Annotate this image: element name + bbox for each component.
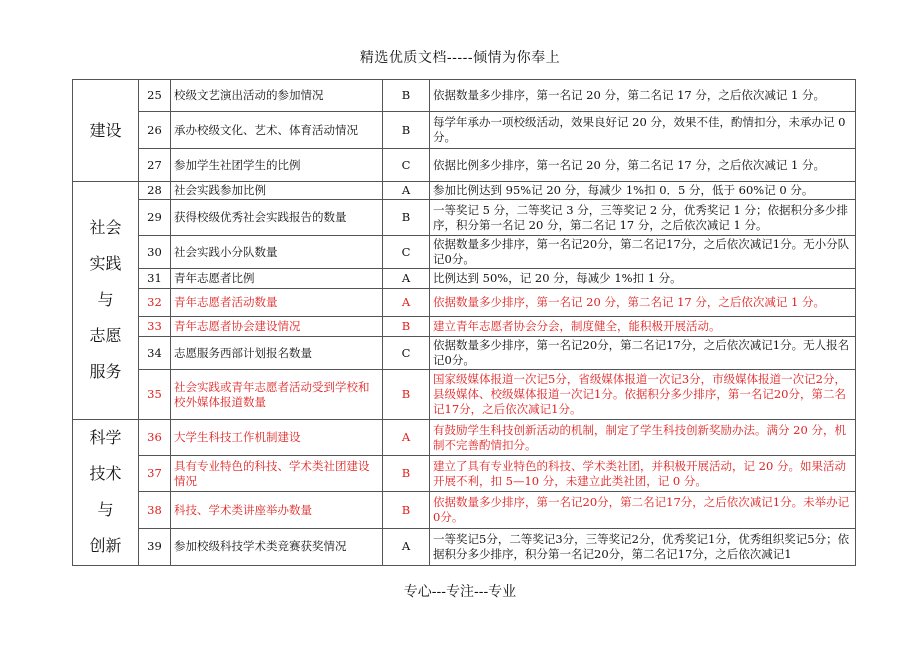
- item-weight: A: [383, 420, 430, 456]
- item-number: 36: [139, 420, 171, 456]
- item-weight: A: [383, 528, 430, 565]
- item-description: 每学年承办一项校级活动，效果良好记 20 分，效果不佳，酌情扣分，未承办记 0 分。: [430, 112, 856, 149]
- table-row: [73, 112, 856, 149]
- item-description: 比例达到 50%，记 20 分，每减少 1%扣 1 分。: [430, 269, 856, 289]
- item-weight: B: [383, 200, 430, 236]
- item-description: 依据数量多少排序，第一名记20分，第二名记17分，之后依次减记1分。无人报名记0分。: [430, 337, 856, 370]
- item-description: 依据比例多少排序，第一名记 20 分，第二名记 17 分，之后依次减记 1 分。: [430, 149, 856, 182]
- table-row: [73, 80, 856, 112]
- item-description: 一等奖记5分，二等奖记3分，三等奖记2分，优秀奖记1分，优秀组织奖记5分；依据积分多少排序，积分第一名记20分，第二名记17分，之后依次减记1: [430, 528, 856, 565]
- page-header: 精选优质文档-----倾情为你奉上: [359, 50, 561, 66]
- table-row: [73, 182, 856, 200]
- item-name: 志愿服务西部计划报名数量: [171, 337, 383, 370]
- category-cell: 社会 实践 与 志愿 服务: [73, 182, 139, 420]
- evaluation-table: [72, 79, 856, 566]
- item-weight: C: [383, 236, 430, 269]
- item-number: 31: [139, 269, 171, 289]
- item-name: 社会实践小分队数量: [171, 236, 383, 269]
- item-name: 承办校级文化、艺术、体育活动情况: [171, 112, 383, 149]
- item-name: 具有专业特色的科技、学术类社团建设情况: [171, 456, 383, 492]
- item-number: 37: [139, 456, 171, 492]
- item-weight: A: [383, 182, 430, 200]
- item-description: 有鼓励学生科技创新活动的机制，制定了学生科技创新奖励办法。满分 20 分，机制不完善酌情扣分。: [430, 420, 856, 456]
- table-row: [73, 200, 856, 236]
- item-weight: C: [383, 149, 430, 182]
- item-weight: A: [383, 269, 430, 289]
- item-name: 社会实践或青年志愿者活动受到学校和校外媒体报道数量: [171, 370, 383, 420]
- item-number: 34: [139, 337, 171, 370]
- item-weight: B: [383, 456, 430, 492]
- item-number: 33: [139, 317, 171, 337]
- item-description: 依据数量多少排序，第一名记 20 分，第二名记 17 分，之后依次减记 1 分。: [430, 80, 856, 112]
- item-number: 30: [139, 236, 171, 269]
- table-row: [73, 269, 856, 289]
- item-name: 参加校级科技学术类竞赛获奖情况: [171, 528, 383, 565]
- item-description: 依据数量多少排序，第一名记20分，第二名记17分，之后依次减记1分。无小分队记0分。: [430, 236, 856, 269]
- table-row: [73, 370, 856, 420]
- table-row: [73, 420, 856, 456]
- item-weight: B: [383, 370, 430, 420]
- item-number: 35: [139, 370, 171, 420]
- item-name: 青年志愿者活动数量: [171, 289, 383, 317]
- item-name: 社会实践参加比例: [171, 182, 383, 200]
- table-row: [73, 492, 856, 528]
- item-name: 大学生科技工作机制建设: [171, 420, 383, 456]
- table-row: [73, 149, 856, 182]
- item-weight: B: [383, 492, 430, 528]
- item-description: 建立青年志愿者协会分会，制度健全，能积极开展活动。: [430, 317, 856, 337]
- table-row: [73, 317, 856, 337]
- item-name: 获得校级优秀社会实践报告的数量: [171, 200, 383, 236]
- table-row: [73, 337, 856, 370]
- page-footer: 专心---专注---专业: [403, 584, 517, 600]
- item-weight: B: [383, 317, 430, 337]
- table-row: [73, 528, 856, 565]
- table-row: [73, 236, 856, 269]
- item-description: 依据数量多少排序，第一名记 20 分，第二名记 17 分，之后依次减记 1 分。: [430, 289, 856, 317]
- item-weight: B: [383, 112, 430, 149]
- item-number: 29: [139, 200, 171, 236]
- item-number: 25: [139, 80, 171, 112]
- item-name: 青年志愿者比例: [171, 269, 383, 289]
- item-name: 青年志愿者协会建设情况: [171, 317, 383, 337]
- item-description: 建立了具有专业特色的科技、学术类社团，并积极开展活动，记 20 分。如果活动开展不利，扣 5—10 分，未建立此类社团，记 0 分。: [430, 456, 856, 492]
- item-description: 国家级媒体报道一次记5分，省级媒体报道一次记3分，市级媒体报道一次记2分，县级媒体、校级媒体报道一次记1分。依据积分多少排序，第一名记20分，第二名记17分，之后依次减记1分。: [430, 370, 856, 420]
- item-number: 28: [139, 182, 171, 200]
- item-number: 38: [139, 492, 171, 528]
- item-description: 参加比例达到 95%记 20 分，每减少 1%扣 0．5 分，低于 60%记 0 分。: [430, 182, 856, 200]
- item-weight: B: [383, 80, 430, 112]
- item-description: 一等奖记 5 分，二等奖记 3 分，三等奖记 2 分，优秀奖记 1 分；依据积分多少排序，积分第一名记 20 分，第二名记 17 分，之后依次减记 1 分。: [430, 200, 856, 236]
- item-number: 39: [139, 528, 171, 565]
- table-row: [73, 289, 856, 317]
- item-weight: A: [383, 289, 430, 317]
- item-name: 参加学生社团学生的比例: [171, 149, 383, 182]
- table-row: [73, 456, 856, 492]
- item-weight: C: [383, 337, 430, 370]
- item-number: 26: [139, 112, 171, 149]
- category-cell: 科学 技术 与 创新: [73, 420, 139, 566]
- item-description: 依据数量多少排序，第一名记20分，第二名记17分，之后依次减记1分。未举办记0分。: [430, 492, 856, 528]
- item-number: 32: [139, 289, 171, 317]
- category-cell: 建设: [73, 80, 139, 182]
- item-number: 27: [139, 149, 171, 182]
- item-name: 校级文艺演出活动的参加情况: [171, 80, 383, 112]
- item-name: 科技、学术类讲座举办数量: [171, 492, 383, 528]
